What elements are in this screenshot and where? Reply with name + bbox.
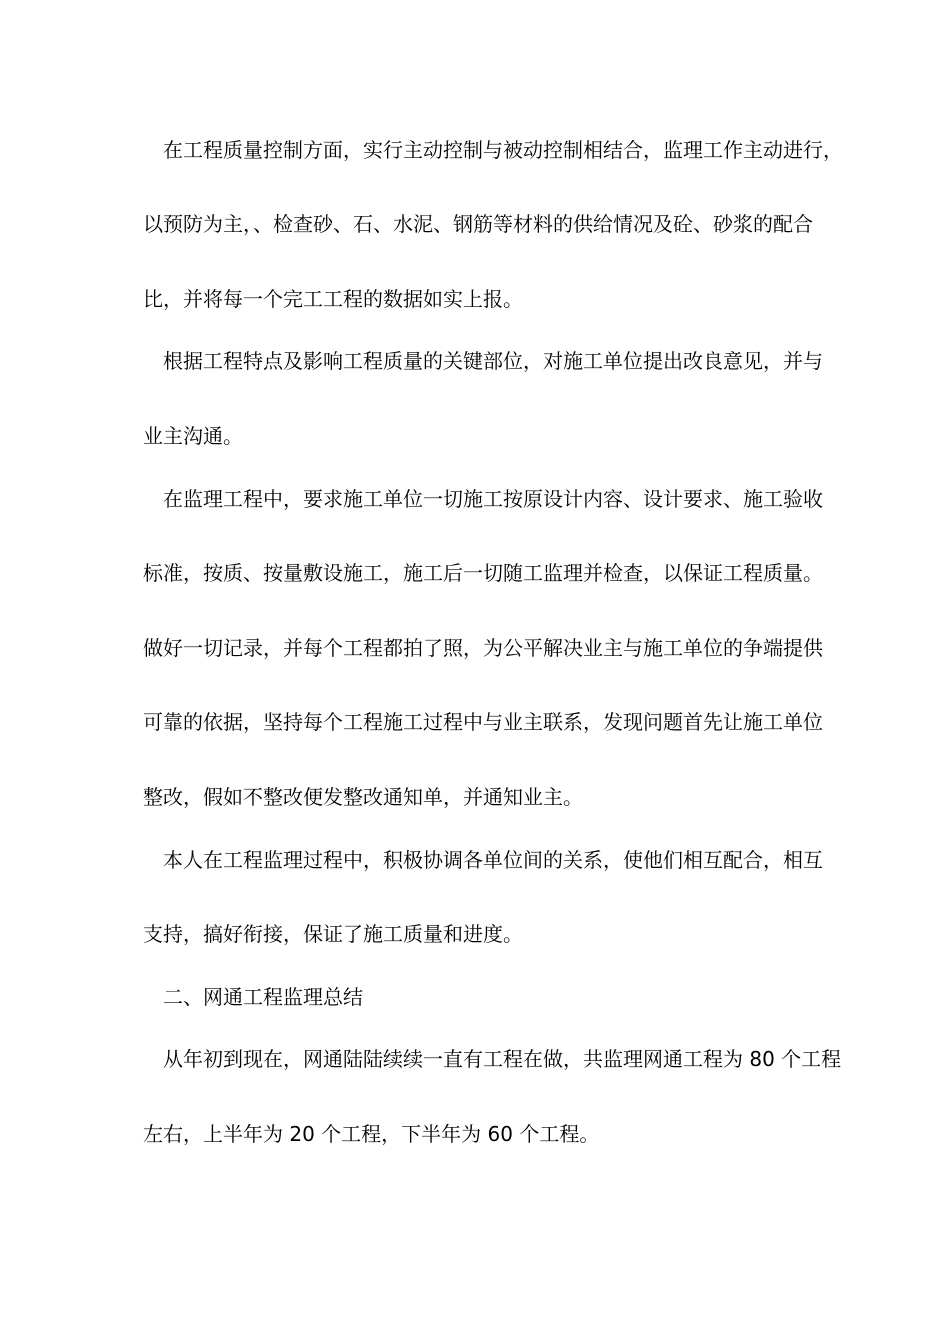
paragraph-line: 从年初到现在，网通陆陆续续一直有工程在做，共监理网通工程为 80 个工程 xyxy=(163,1047,842,1071)
paragraph-line: 做好一切记录，并每个工程都拍了照，为公平解决业主与施工单位的争端提供 xyxy=(143,636,823,660)
paragraph-line: 标准，按质、按量敷设施工，施工后一切随工监理并检查，以保证工程质量。 xyxy=(143,561,823,585)
paragraph-line: 可靠的依据，坚持每个工程施工过程中与业主联系，发现问题首先让施工单位 xyxy=(143,710,823,734)
paragraph-line: 以预防为主，、检查砂、石、水泥、钢筋等材料的供给情况及砼、砂浆的配合 xyxy=(143,212,813,236)
paragraph-line: 在监理工程中，要求施工单位一切施工按原设计内容、设计要求、施工验收 xyxy=(163,487,823,511)
paragraph-line: 业主沟通。 xyxy=(143,424,243,448)
paragraph-line: 根据工程特点及影响工程质量的关键部位，对施工单位提出改良意见，并与 xyxy=(163,349,823,373)
section-heading: 二、网通工程监理总结 xyxy=(163,985,363,1009)
paragraph-line: 左右，上半年为 20 个工程，下半年为 60 个工程。 xyxy=(143,1122,600,1146)
paragraph-line: 比，并将每一个完工工程的数据如实上报。 xyxy=(143,287,523,311)
paragraph-line: 整改，假如不整改便发整改通知单，并通知业主。 xyxy=(143,785,583,809)
paragraph-line: 本人在工程监理过程中，积极协调各单位间的关系，使他们相互配合，相互 xyxy=(163,848,823,872)
paragraph-line: 支持，搞好衔接，保证了施工质量和进度。 xyxy=(143,922,523,946)
paragraph-line: 在工程质量控制方面，实行主动控制与被动控制相结合，监理工作主动进行， xyxy=(163,138,843,162)
